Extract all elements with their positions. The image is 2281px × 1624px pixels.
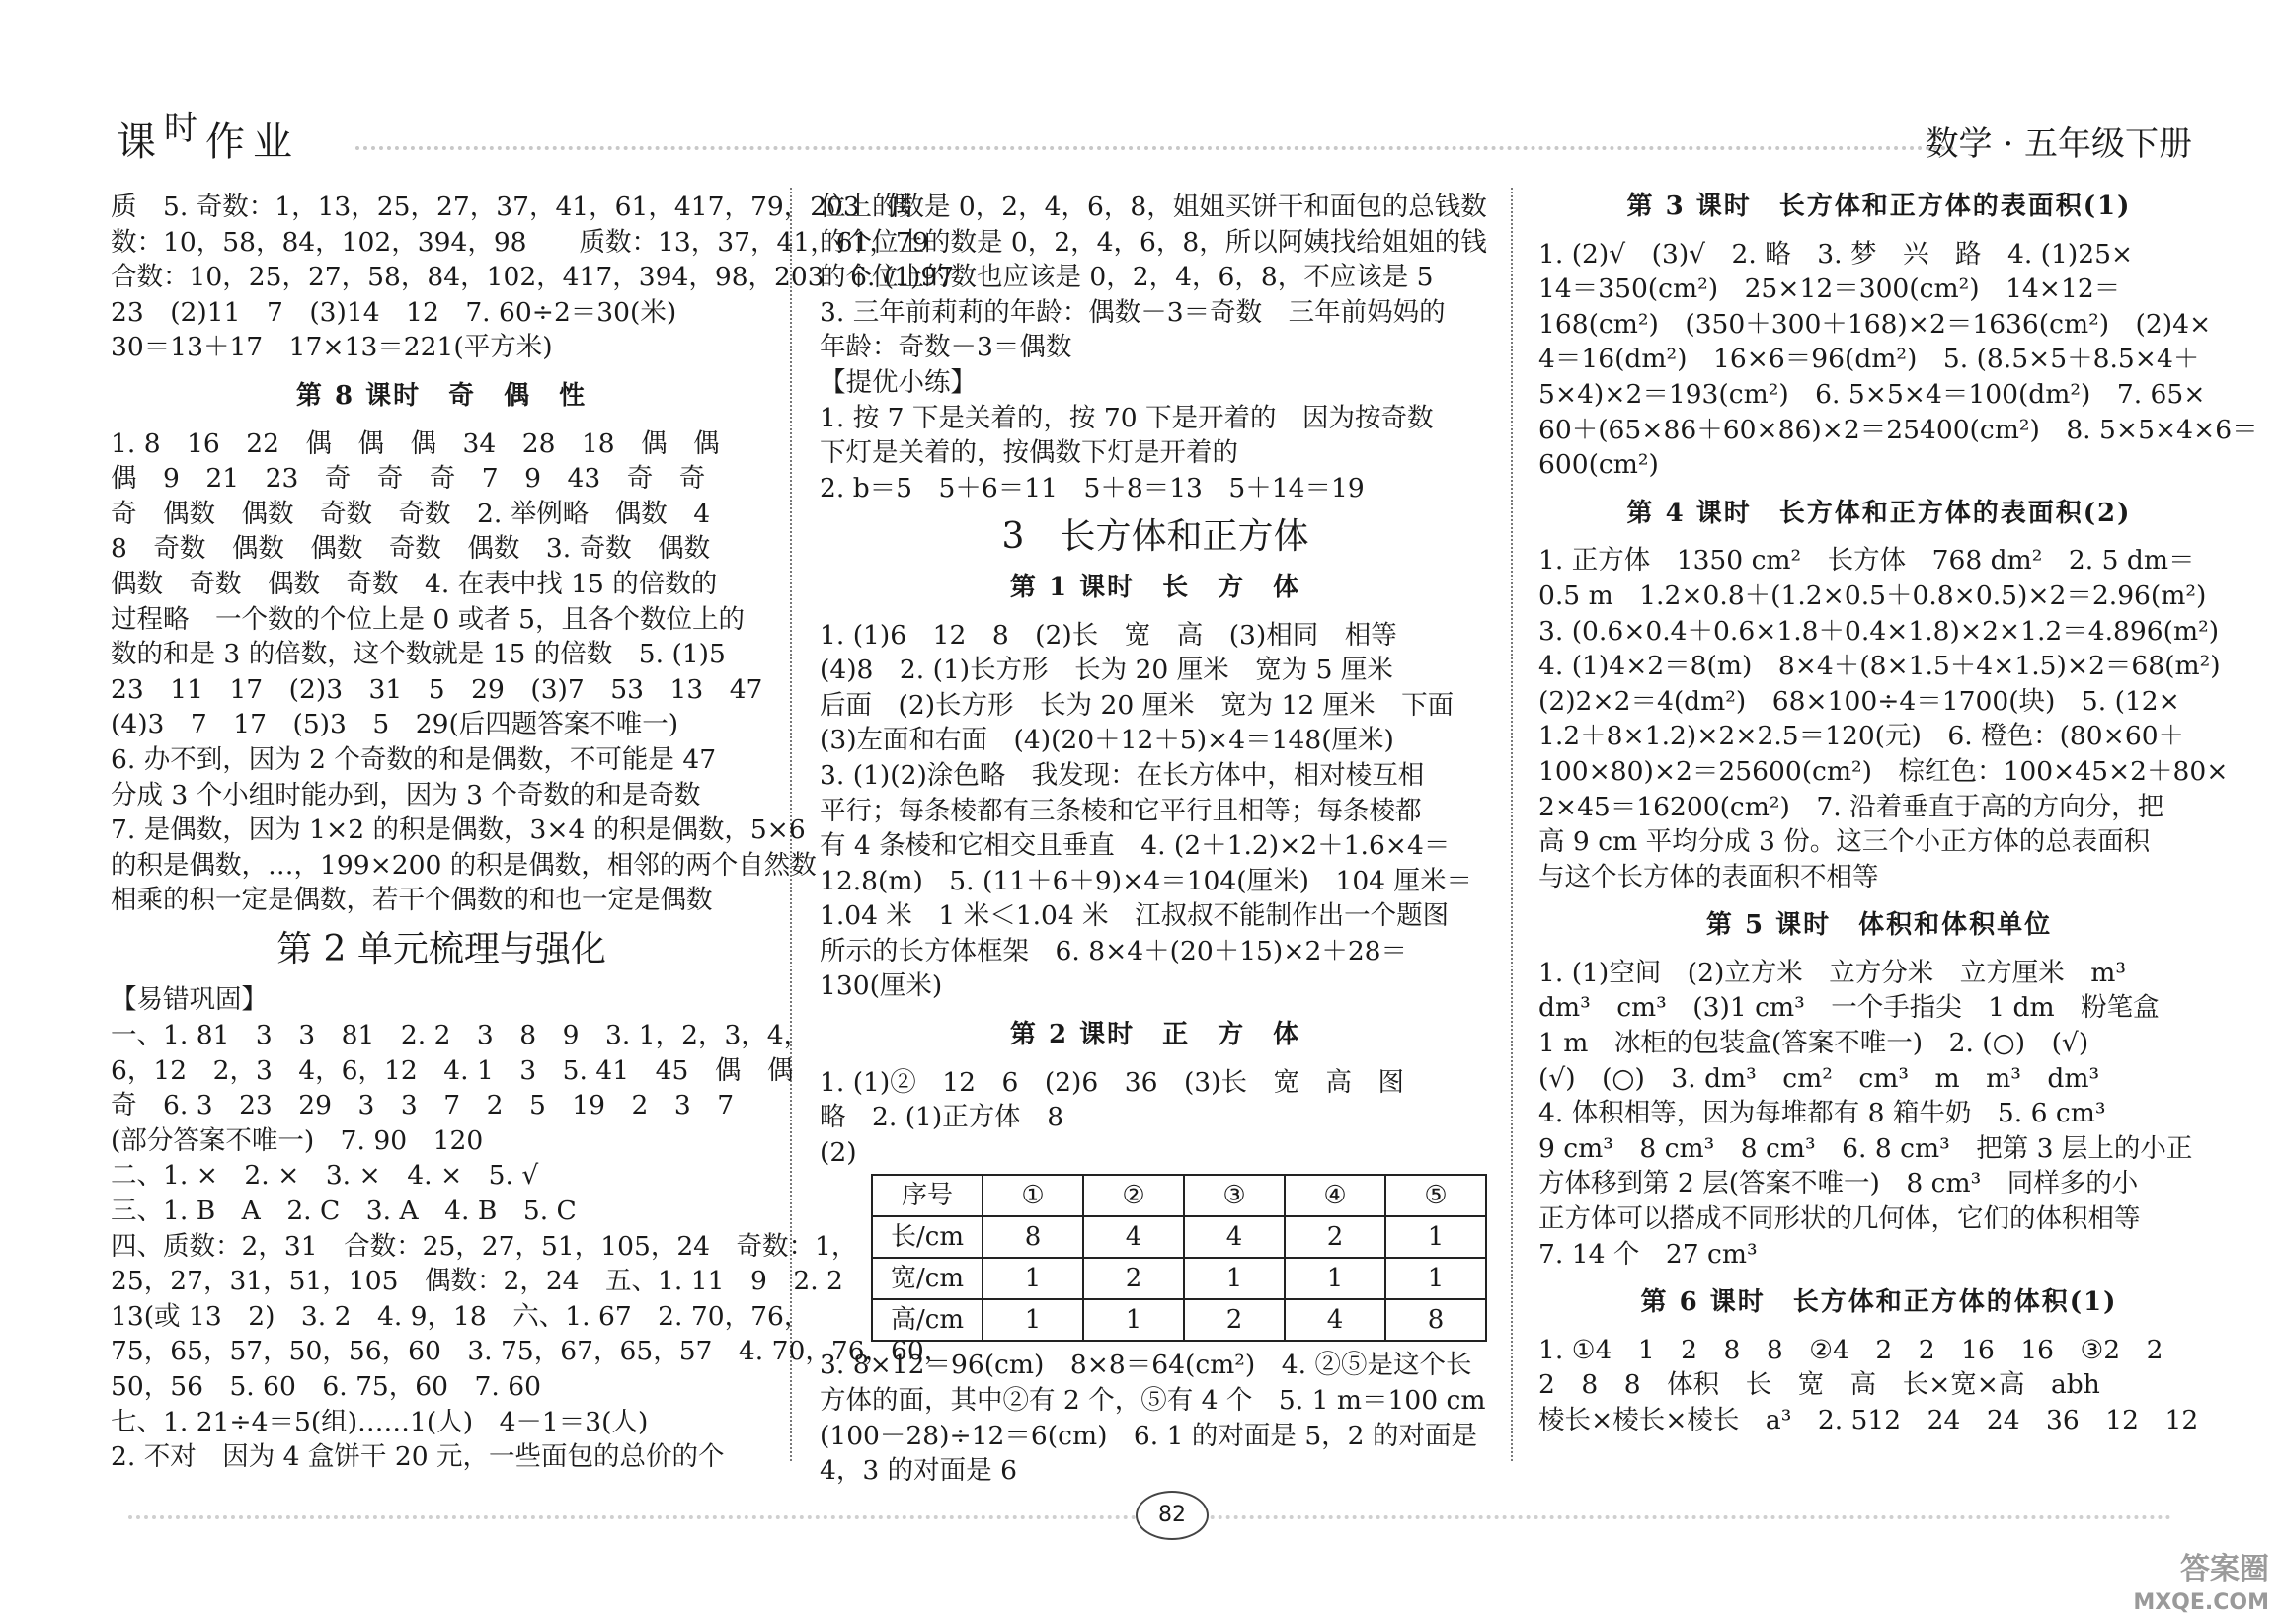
table-header-cell: 序号 xyxy=(872,1175,983,1216)
text-line: 高 9 cm 平均分成 3 份。这三个小正方体的总表面积 xyxy=(1538,826,2151,858)
text-line: 14＝350(cm²) 25×12＝300(cm²) 14×12＝ xyxy=(1538,273,2121,305)
column-right xyxy=(1538,190,2258,1438)
text-line: 后面 (2)长方形 长为 20 厘米 宽为 12 厘米 下面 xyxy=(820,689,1455,721)
text-line: 二、1. × 2. × 3. × 4. × 5. √ xyxy=(111,1160,539,1192)
table-header-cell: ② xyxy=(1083,1175,1184,1216)
table-cell: 1 xyxy=(983,1258,1083,1299)
table-cell: 1 xyxy=(983,1299,1083,1341)
watermark-title: 答案圈 xyxy=(2180,1552,2269,1586)
text-line: 的个位上的数是 0，2，4，6，8，所以阿姨找给姐姐的钱 xyxy=(820,226,1487,258)
text-line: 所示的长方体框架 6. 8×4＋(20＋15)×2＋28＝ xyxy=(820,935,1408,967)
text-line: (4)3 7 17 (5)3 5 29(后四题答案不唯一) xyxy=(111,709,679,740)
table-cell: 1 xyxy=(1083,1299,1184,1341)
text-line: 3. 三年前莉莉的年龄：偶数－3＝奇数 三年前妈妈的 xyxy=(820,296,1446,328)
text-line: 1. 按 7 下是关着的，按 70 下是开着的 因为按奇数 xyxy=(820,402,1434,433)
book-title-c: 作业 xyxy=(205,119,300,165)
text-line: (3)左面和右面 (4)(20＋12＋5)×4＝148(厘米) xyxy=(820,725,1394,756)
table-row xyxy=(872,1258,1486,1299)
text-line: 下灯是关着的，按偶数下灯是开着的 xyxy=(820,437,1238,469)
text-line: 分成 3 个小组时能办到，因为 3 个奇数的和是奇数 xyxy=(111,779,701,811)
text-line: 正方体可以搭成不同形状的几何体，它们的体积相等 xyxy=(1538,1203,2141,1235)
text-line: 1. 8 16 22 偶 偶 偶 34 28 18 偶 偶 xyxy=(111,427,720,459)
text-line: (√) (○) 3. dm³ cm² cm³ m m³ dm³ xyxy=(1538,1062,2100,1094)
text-line: 8 奇数 偶数 偶数 奇数 偶数 3. 奇数 偶数 xyxy=(111,533,711,565)
unit-heading: 3 长方体和正方体 xyxy=(1001,516,1309,558)
text-line: 7. 14 个 27 cm³ xyxy=(1538,1238,1758,1270)
text-line: 数：10，58，84，102，394，98 质数：13，37，41，61，79 xyxy=(111,226,929,258)
text-line: 方体移到第 2 层(答案不唯一) 8 cm³ 同样多的小 xyxy=(1538,1168,2139,1199)
text-line: 75，65，57，50，56，60 3. 75，67，65，57 4. 70，76，60， xyxy=(111,1336,951,1367)
text-line: 与这个长方体的表面积不相等 xyxy=(1538,861,1879,892)
watermark-logo xyxy=(2133,1553,2269,1620)
table-header-row xyxy=(872,1175,1486,1216)
text-line: (2) xyxy=(820,1136,857,1168)
text-line: 的积是偶数，…，199×200 的积是偶数，相邻的两个自然数 xyxy=(111,849,817,881)
text-line: 1. 正方体 1350 cm² 长方体 768 dm² 2. 5 dm＝ xyxy=(1538,545,2195,577)
text-line: 3. (0.6×0.4＋0.6×1.8＋0.4×1.8)×2×1.2＝4.896(m²) xyxy=(1538,615,2220,647)
table-cell: 长/cm xyxy=(872,1216,983,1258)
table-cell: 2 xyxy=(1285,1216,1385,1258)
text-line: 0.5 m 1.2×0.8＋(1.2×0.5＋0.8×0.5)×2＝2.96(m²) xyxy=(1538,580,2207,611)
text-line: 四、质数：2，31 合数：25，27，51，105，24 奇数：1， xyxy=(111,1230,858,1262)
table-cell: 1 xyxy=(1285,1258,1385,1299)
table-cell: 4 xyxy=(1285,1299,1385,1341)
table-cell: 4 xyxy=(1184,1216,1285,1258)
text-line: 1. (1)空间 (2)立方米 立方分米 立方厘米 m³ xyxy=(1538,957,2127,988)
text-line: 23 (2)11 7 (3)14 12 7. 60÷2＝30(米) xyxy=(111,296,677,328)
text-line: 1. (2)√ (3)√ 2. 略 3. 梦 兴 路 4. (1)25× xyxy=(1538,238,2134,270)
text-line: 奇 偶数 偶数 奇数 奇数 2. 举例略 偶数 4 xyxy=(111,498,711,529)
lesson-heading: 第 2 课时 正 方 体 xyxy=(1009,1020,1301,1050)
table-cell: 2 xyxy=(1083,1258,1184,1299)
text-line: 年龄：奇数－3＝偶数 xyxy=(820,332,1072,363)
text-line: 1. (1)② 12 6 (2)6 36 (3)长 宽 高 图 xyxy=(820,1066,1404,1098)
text-line: 3. (1)(2)涂色略 我发现：在长方体中，相对棱互相 xyxy=(820,759,1425,791)
text-line: 相乘的积一定是偶数，若干个偶数的和也一定是偶数 xyxy=(111,885,713,916)
lesson-heading: 第 8 课时 奇 偶 性 xyxy=(295,380,588,411)
lesson-heading: 第 5 课时 体积和体积单位 xyxy=(1705,910,2053,941)
table-cell: 1 xyxy=(1184,1258,1285,1299)
text-line: 1. ①4 1 2 8 8 ②4 2 2 16 16 ③2 2 xyxy=(1538,1334,2163,1365)
text-line: 偶 9 21 23 奇 奇 奇 7 9 43 奇 奇 xyxy=(111,463,706,495)
text-line: 168(cm²) (350＋300＋168)×2＝1636(cm²) (2)4× xyxy=(1538,308,2212,340)
table-cell: 4 xyxy=(1083,1216,1184,1258)
text-line: 方体的面，其中②有 2 个，⑤有 4 个 5. 1 m＝100 cm xyxy=(820,1385,1486,1417)
table-row xyxy=(872,1299,1486,1341)
text-line: 1.04 米 1 米＜1.04 米 江叔叔不能制作出一个题图 xyxy=(820,900,1450,932)
watermark-url: MXQE.COM xyxy=(2133,1590,2269,1615)
header-divider xyxy=(355,146,1955,150)
text-line: 130(厘米) xyxy=(820,970,943,1002)
table-cell: 1 xyxy=(1385,1216,1486,1258)
table-cell: 高/cm xyxy=(872,1299,983,1341)
lesson-heading: 第 4 课时 长方体和正方体的表面积(2) xyxy=(1626,498,2132,528)
book-title xyxy=(117,111,300,167)
text-line: 30＝13＋17 17×13＝221(平方米) xyxy=(111,332,553,363)
subject-label: 数学 · 五年级下册 xyxy=(1925,124,2192,164)
text-line: 4. 体积相等，因为每堆都有 8 箱牛奶 5. 6 cm³ xyxy=(1538,1098,2106,1129)
table-header-cell: ⑤ xyxy=(1385,1175,1486,1216)
text-line: 60＋(65×86＋60×86)×2＝25400(cm²) 8. 5×5×4×6＝ xyxy=(1538,414,2258,445)
lesson-heading: 第 6 课时 长方体和正方体的体积(1) xyxy=(1640,1287,2118,1318)
text-line: dm³ cm³ (3)1 cm³ 一个手指尖 1 dm 粉笔盒 xyxy=(1538,992,2160,1024)
text-line: 七、1. 21÷4＝5(组)……1(人) 4－1＝3(人) xyxy=(111,1406,649,1437)
text-line: 过程略 一个数的个位上是 0 或者 5，且各个数位上的 xyxy=(111,603,745,635)
table-cell: 1 xyxy=(1385,1258,1486,1299)
text-line: 4，3 的对面是 6 xyxy=(820,1455,1017,1487)
text-line: 略 2. (1)正方体 8 xyxy=(820,1102,1064,1133)
page-number: 82 xyxy=(1136,1491,1209,1540)
text-line: 2. b＝5 5＋6＝11 5＋8＝13 5＋14＝19 xyxy=(820,472,1365,503)
table-cell: 8 xyxy=(1385,1299,1486,1341)
dimension-table xyxy=(871,1174,1487,1342)
column-divider xyxy=(1511,188,1513,1461)
text-line: 2 8 8 体积 长 宽 高 长×宽×高 abh xyxy=(1538,1369,2100,1401)
table-header-cell: ④ xyxy=(1285,1175,1385,1216)
text-line: 6. 办不到，因为 2 个奇数的和是偶数，不可能是 47 xyxy=(111,743,717,775)
table-header-cell: ① xyxy=(983,1175,1083,1216)
table-cell: 宽/cm xyxy=(872,1258,983,1299)
text-line: (2)2×2＝4(dm²) 68×100÷4＝1700(块) 5. (12× xyxy=(1538,685,2180,717)
text-line: 棱长×棱长×棱长 a³ 2. 512 24 24 36 12 12 xyxy=(1538,1405,2199,1435)
text-line: 2. 不对 因为 4 盒饼干 20 元，一些面包的总价的个 xyxy=(111,1441,725,1473)
unit-heading: 第 2 单元梳理与强化 xyxy=(276,928,606,969)
text-line: 100×80)×2＝25600(cm²) 棕红色：100×45×2＋80× xyxy=(1538,755,2229,787)
text-line: (4)8 2. (1)长方形 长为 20 厘米 宽为 5 厘米 xyxy=(820,655,1393,686)
section-label: 【易错巩固】 xyxy=(111,984,268,1016)
text-line: 1.2＋8×1.2)×2×2.5＝120(元) 6. 橙色：(80×60＋ xyxy=(1538,721,2185,752)
text-line: 50，56 5. 60 6. 75，60 7. 60 xyxy=(111,1371,541,1402)
text-line: 12.8(m) 5. (11＋6＋9)×4＝104(厘米) 104 厘米＝ xyxy=(820,865,1472,896)
text-line: 4. (1)4×2＝8(m) 8×4＋(8×1.5＋4×1.5)×2＝68(m²) xyxy=(1538,651,2221,682)
text-line: 13(或 13 2) 3. 2 4. 9，18 六、1. 67 2. 70，76， xyxy=(111,1300,811,1332)
book-title-a: 课 xyxy=(117,119,164,165)
table-cell: 8 xyxy=(983,1216,1083,1258)
text-line: 3. 8×12＝96(cm) 8×8＝64(cm²) 4. ②⑤是这个长 xyxy=(820,1350,1472,1381)
text-line: 2×45＝16200(cm²) 7. 沿着垂直于高的方向分，把 xyxy=(1538,791,2164,822)
text-line: 奇 6. 3 23 29 3 3 7 2 5 19 2 3 7 xyxy=(111,1090,735,1121)
text-line: 一、1. 81 3 3 81 2. 2 3 8 9 3. 1，2，3，4， xyxy=(111,1020,811,1051)
text-line: 合数：10，25，27，58，84，102，417，394，98，203 6. (1)97 xyxy=(111,262,955,293)
lesson-heading: 第 3 课时 长方体和正方体的表面积(1) xyxy=(1626,192,2132,221)
text-line: 质 5. 奇数：1，13，25，27，37，41，61，417，79，203 偶 xyxy=(111,192,912,222)
table-header-cell: ③ xyxy=(1184,1175,1285,1216)
text-line: 1. (1)6 12 8 (2)长 宽 高 (3)相同 相等 xyxy=(820,619,1397,651)
lesson-heading: 第 1 课时 长 方 体 xyxy=(1009,572,1301,602)
text-line: 600(cm²) xyxy=(1538,449,1659,481)
column-middle xyxy=(820,190,1491,1489)
text-line: 7. 是偶数，因为 1×2 的积是偶数，3×4 的积是偶数，5×6 xyxy=(111,814,806,846)
table-row xyxy=(872,1216,1486,1258)
text-line: (100－28)÷12＝6(cm) 6. 1 的对面是 5，2 的对面是 xyxy=(820,1420,1477,1451)
text-line: 数的和是 3 的倍数，这个数就是 15 的倍数 5. (1)5 xyxy=(111,639,726,670)
text-line: 4＝16(dm²) 16×6＝96(dm²) 5. (8.5×5＋8.5×4＋ xyxy=(1538,344,2200,375)
table-cell: 2 xyxy=(1184,1299,1285,1341)
text-line: 23 11 17 (2)3 31 5 29 (3)7 53 13 47 xyxy=(111,673,763,705)
text-line: 6，12 2，3 4，6，12 4. 1 3 5. 41 45 偶 偶 xyxy=(111,1054,794,1086)
text-line: 平行；每条棱都有三条棱和它平行且相等；每条棱都 xyxy=(820,795,1422,826)
text-line: (部分答案不唯一) 7. 90 120 xyxy=(111,1124,484,1156)
text-line: 9 cm³ 8 cm³ 8 cm³ 6. 8 cm³ 把第 3 层上的小正 xyxy=(1538,1132,2193,1164)
text-line: 位上的数是 0，2，4，6，8，姐姐买饼干和面包的总钱数 xyxy=(820,192,1487,222)
text-line: 1 m 冰柜的包装盒(答案不唯一) 2. (○) (√) xyxy=(1538,1028,2089,1059)
section-label: 【提优小练】 xyxy=(820,366,977,398)
text-line: 25，27，31，51，105 偶数：2，24 五、1. 11 9 2. 2 xyxy=(111,1266,843,1297)
text-line: 的个位上的数也应该是 0，2，4，6，8，不应该是 5 xyxy=(820,262,1434,293)
text-line: 偶数 奇数 偶数 奇数 4. 在表中找 15 的倍数的 xyxy=(111,568,718,599)
book-title-b: 时 xyxy=(164,109,205,148)
text-line: 三、1. B A 2. C 3. A 4. B 5. C xyxy=(111,1196,577,1227)
text-line: 5×4)×2＝193(cm²) 6. 5×5×4＝100(dm²) 7. 65× xyxy=(1538,378,2206,410)
text-line: 有 4 条棱和它相交且垂直 4. (2＋1.2)×2＋1.6×4＝ xyxy=(820,830,1451,862)
